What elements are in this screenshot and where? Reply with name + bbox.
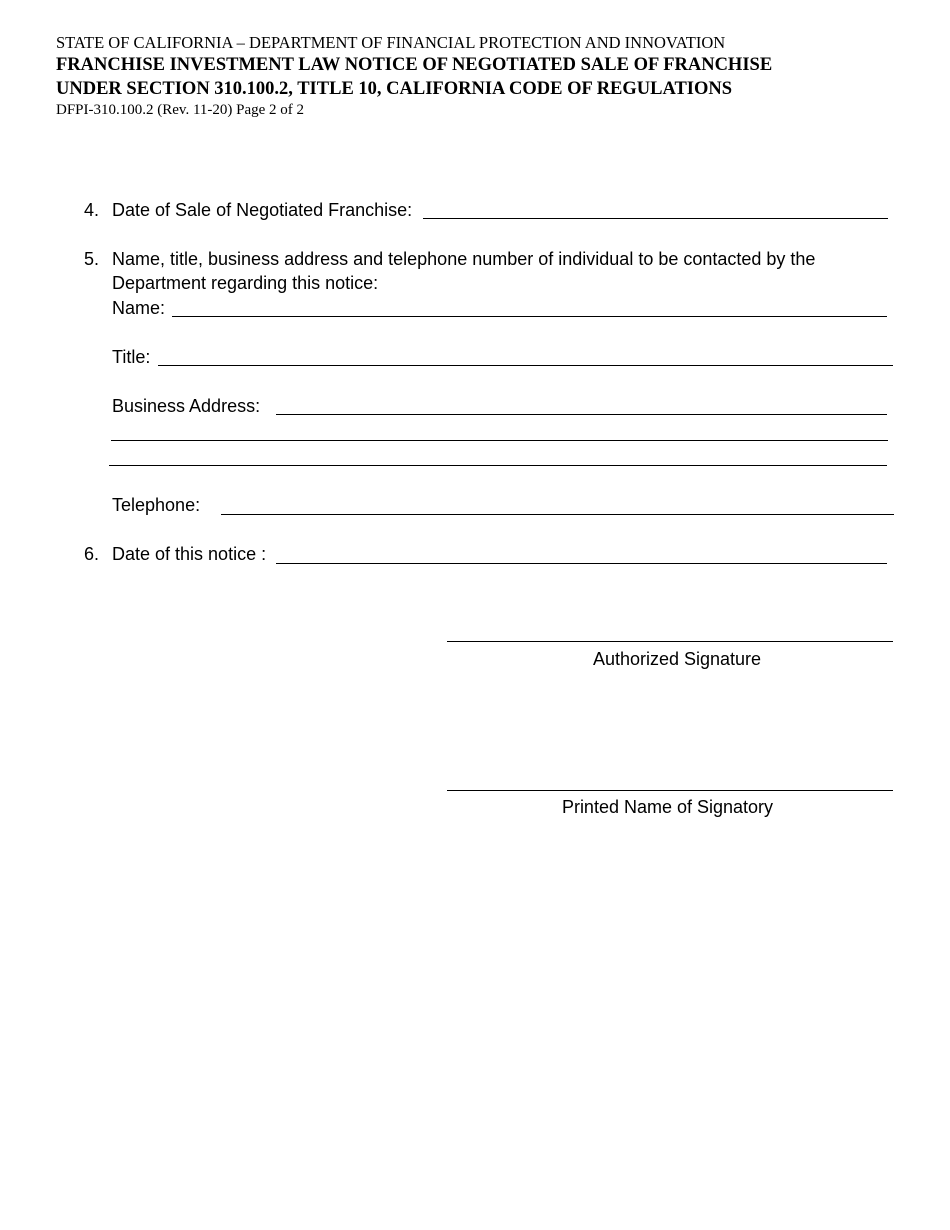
- business-address-field-line-2[interactable]: [111, 440, 888, 441]
- name-label: Name:: [112, 298, 166, 318]
- item-5-text-line-2: Department regarding this notice:: [112, 273, 379, 293]
- agency-name: STATE OF CALIFORNIA – DEPARTMENT OF FINANCIAL PROTECTION AND INNOVATION: [56, 33, 726, 52]
- business-address-label: Business Address:: [112, 396, 261, 416]
- item-6-label: Date of this notice :: [112, 544, 267, 564]
- authorized-signature-caption: Authorized Signature: [592, 649, 762, 669]
- title-label: Title:: [112, 347, 151, 367]
- title-field[interactable]: [158, 365, 893, 366]
- notice-date-field[interactable]: [276, 563, 887, 564]
- business-address-field-line-3[interactable]: [109, 465, 887, 466]
- business-address-field-line-1[interactable]: [276, 414, 887, 415]
- item-5-number: 5.: [84, 249, 100, 269]
- item-5-text-line-1: Name, title, business address and telephone number of individual to be contacted by the: [112, 249, 816, 269]
- printed-name-caption: Printed Name of Signatory: [561, 797, 774, 817]
- form-title-line-2: UNDER SECTION 310.100.2, TITLE 10, CALIFORNIA CODE OF REGULATIONS: [56, 79, 733, 99]
- item-6-number: 6.: [84, 544, 100, 564]
- form-number: DFPI-310.100.2 (Rev. 11-20) Page 2 of 2: [56, 102, 305, 118]
- name-field[interactable]: [172, 316, 887, 317]
- telephone-field[interactable]: [221, 514, 894, 515]
- sale-date-field[interactable]: [423, 218, 888, 219]
- form-title-line-1: FRANCHISE INVESTMENT LAW NOTICE OF NEGOTIATED SALE OF FRANCHISE: [56, 55, 773, 75]
- telephone-label: Telephone:: [112, 495, 201, 515]
- authorized-signature-field[interactable]: [447, 641, 893, 642]
- item-4-label: Date of Sale of Negotiated Franchise:: [112, 200, 413, 220]
- item-4-number: 4.: [84, 200, 100, 220]
- printed-name-field[interactable]: [447, 790, 893, 791]
